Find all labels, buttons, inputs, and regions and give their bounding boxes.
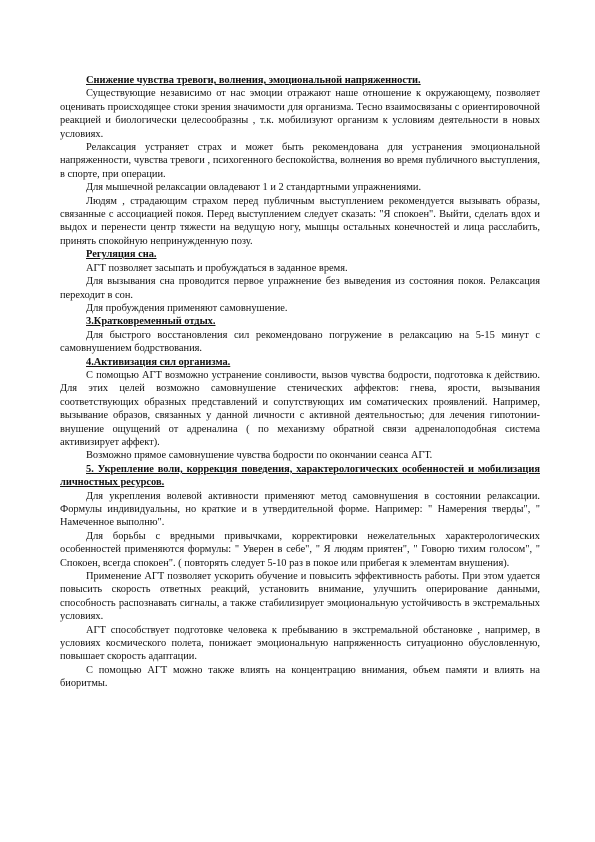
paragraph-extreme: АГТ способствует подготовке человека к пребыванию в экстремальной обстановке , например, в условиях космического полета, понижает эмоциональную напряженность ситуационно обусловленную, повышает скорость адаптации.: [60, 624, 540, 663]
document-page: [60, 74, 540, 691]
section-heading-rest: 3.Кратковременный отдых.: [86, 316, 216, 328]
paragraph-attention: С помощью АГТ можно также влиять на концентрацию внимания, объем памяти и влиять на биоритмы.: [60, 664, 540, 690]
paragraph-vigor: Возможно прямое самовнушение чувства бодрости по окончании сеанса АГТ.: [86, 450, 433, 462]
section-heading-activation: 4.Активизация сил организма.: [86, 356, 231, 368]
paragraph-relaxation: Релаксация устраняет страх и может быть рекомендована для устранения эмоциональной напряженности, чувства тревоги , психогенного беспокойства, волнения во время публичного выступления, в спорте, при операции.: [60, 142, 540, 180]
paragraph-public-speaking: Людям , страдающим страхом перед публичным выступлением рекомендуется вызывать образы, связанные с ассоциацией покоя. Перед выступлением следует сказать: "Я спокоен". Выйти, сделать вдох и выдох и перенести центр тяжести на ведущую ногу, мышцы остальных конечностей и лица расслабить, принять спокойную непринужденную позу.: [60, 195, 540, 247]
paragraph-rest: Для быстрого восстановления сил рекомендовано погружение в релаксацию на 5-15 минут с самовнушением бодрствования.: [60, 329, 540, 355]
paragraph-awakening: Для пробуждения применяют самовнушение.: [86, 302, 288, 314]
paragraph-will: Для укрепления волевой активности применяют метод самовнушения в состоянии релаксации. Формулы индивидуальны, но краткие и в утвердительной форме. Например: " Намерения тверды", " Намеченное выполню".: [60, 490, 540, 529]
section-heading-will: 5. Укрепление воли, коррекция поведения, характерологических особенностей и мобилизация личностных ресурсов.: [60, 463, 540, 489]
paragraph-sleep-induction: Для вызывания сна проводится первое упражнение без выведения из состояния покоя. Релаксация переходит в сон.: [60, 276, 540, 301]
paragraph-sleep-time: АГТ позволяет засыпать и пробуждаться в заданное время.: [86, 262, 348, 274]
paragraph-emotions: Существующие независимо от нас эмоции отражают наше отношение к окружающему, позволяет оценивать происходящее стоки зрения значимости для организма. Тесно взаимосвязаны с ориентировочной реакцией и биологически целесообразны , т.к. мобилизуют организм к условиям деятельности в новых условиях.: [60, 88, 540, 140]
paragraph-learning: Применение АГТ позволяет ускорить обучение и повысить эффективность работы. При этом удается повысить скорость ответных реакций, установить внимание, улучшить оперирование данными, способность распознавать сигналы, а также стабилизирует эмоциональную устойчивость в экстремальных условиях.: [60, 571, 540, 623]
paragraph-habits: Для борьбы с вредными привычками, корректировки нежелательных характерологических особенностей применяются формулы: " Уверен в себе", " Я людям приятен", " Говорю тихим голосом", " Спокоен, всегда спокоен". ( повторять следует 5-10 раз в покое или прибегая к элементам внушения).: [60, 530, 540, 569]
section-heading-sleep: Регуляция сна.: [86, 249, 157, 261]
paragraph-activation: С помощью АГТ возможно устранение сонливости, вызов чувства бодрости, подготовка к действию. Для этих целей возможно самовнушение стенических аффектов: гнева, ярости, вызывания соответствующих образных представлений и сопутствующих им соматических проявлений. Например, вызывание образов, связанных у данной личности с активной деятельностью; для лечения гипотонии- внушение ощущений от адреналина ( по механизму обратной связи адреналоподобная система активизирует аффект).: [60, 369, 540, 448]
section-heading-anxiety: Снижение чувства тревоги, волнения, эмоциональной напряженности.: [86, 75, 421, 86]
paragraph-muscle-relaxation: Для мышечной релаксации овладевают 1 и 2 стандартными упражнениями.: [86, 182, 422, 194]
